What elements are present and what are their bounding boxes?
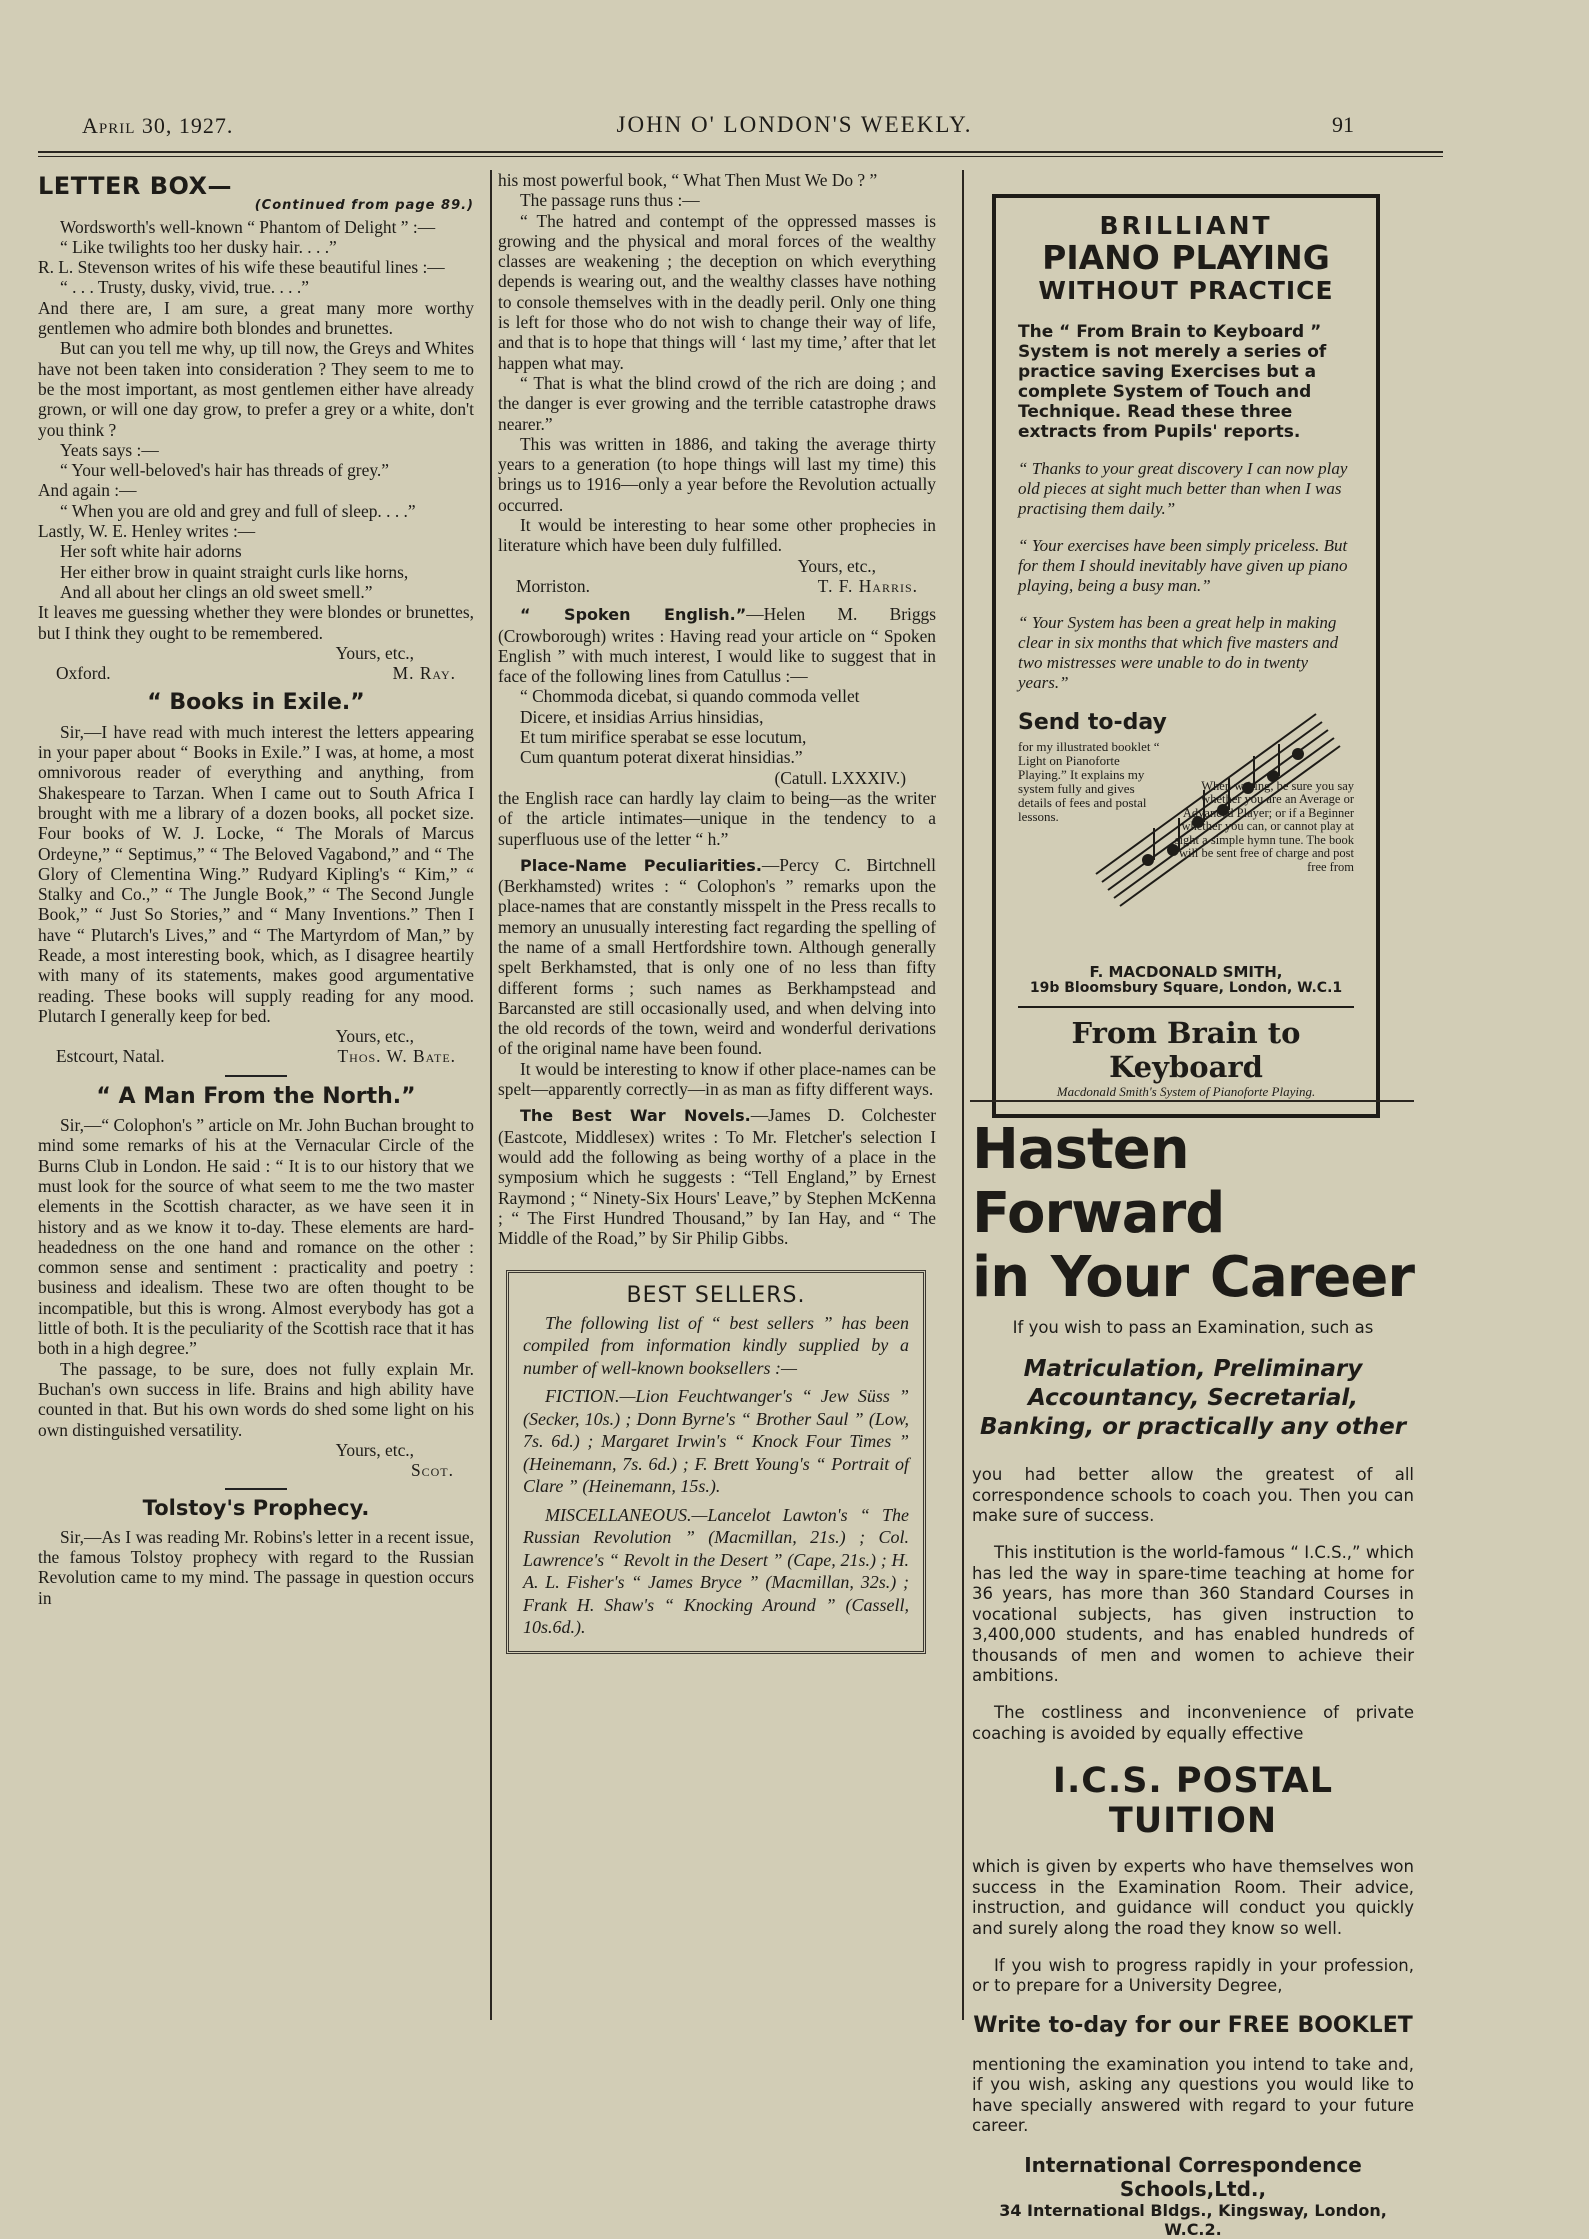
ad-heading-piano: PIANO PLAYING [1042,238,1330,277]
paragraph: “ That is what the blind crowd of the rich are doing ; and the danger is ever growing and the terrible catastrophe draws nearer.” [498,372,936,434]
ics-headline-2: in Your Career [972,1245,1414,1310]
tolstoy-heading: Tolstoy's Prophecy. [142,1496,370,1521]
paragraph: R. L. Stevenson writes of his wife these beautiful lines :— [38,257,445,278]
pupil-quote: “ Your System has been a great help in making clear in six months that which five masters and two mistresses were unable to do in twenty years.” [1018,612,1339,692]
ad-body: The “ From Brain to Keyboard ” System is not merely a series of practice saving Exercises but a complete System of Touch and Technique. Read these three extracts from Pupils' reports. [1018,321,1327,442]
paragraph: This was written in 1886, and taking the average thirty years to a generation (to hope things will last my time) this brings us to 1916—only a year before the Revolution actually occurred. [498,433,936,515]
ad-heading-brilliant: BRILLIANT [1099,211,1273,240]
verse-line: And all about her clings an old sweet smell.” [60,581,373,602]
war-novels-text: —James D. Colchester (Eastcote, Middlesex) writes : To Mr. Fletcher's selection I would add the following as being worthy of a place in the symposium which he suggests : “Tell England,” by Ernest Raymond ; “ Ninety-Six Hours' Leave,” by Stephen McKenna ; “ The First Hundred Thousand,” by Ian Hay, and “ The Middle of the Road,” by Sir Philip Gibbs. [498,1105,936,1249]
paragraph: It would be interesting to know if other place-names can be spelt—apparently correctly—in as man as fifty different ways. [498,1058,936,1100]
signature-place: Estcourt, Natal. [56,1046,165,1067]
quote: “ Your well-beloved's hair has threads of grey.” [60,460,389,481]
signature-line [38,663,474,683]
issue-date: April 30, 1927. [82,113,234,138]
paragraph: And there are, I am sure, a great many more worthy gentlemen who admire both blondes and brunettes. [38,297,474,339]
advertiser-address: 19b Bloomsbury Square, London, W.C.1 [1029,979,1343,996]
ics-address: 34 International Bldgs., Kingsway, London, W.C.2. [999,2201,1387,2239]
signature-place: Morriston. [516,575,590,596]
paragraph: his most powerful book, “ What Then Must We Do ? ” [498,170,878,190]
ics-advertisement [972,1118,1414,2239]
war-novels-heading: The Best War Novels. [520,1106,751,1126]
paragraph: Sir,—“ Colophon's ” article on Mr. John Buchan brought to mind some remarks of his at the Vernacular Circle of the Burns Club in London. He said : “ It is to our history that we must look for the source of what seem to me the two master elements in the Scottish character, as we have seen it in history and as we know it to-day. These elements are hard-headedness on the one hand and romance on the other : common sense and sentiment : practicality and poetry : business and idealism. These two are often thought to be incompatible, but this is wrong. Almost everybody has got a little of both. It is the peculiarity of the Scottish race that it has both in a high degree.” [38,1115,474,1359]
best-sellers-box [506,1270,926,1654]
verse-line: “ Chommoda dicebat, si quando commoda vellet [520,686,860,707]
ad-heading-practice: WITHOUT PRACTICE [1038,275,1334,305]
paragraph: mentioning the examination you intend to take and, if you wish, asking any questions you would like to have specially answered with regard to your future career. [972,2054,1414,2135]
ics-intro: If you wish to pass an Examination, such as [1012,1318,1374,1337]
section-divider [225,1075,287,1077]
quote: “ Like twilights too her dusky hair. . . .” [60,236,337,257]
verse-line: Dicere, et insidias Arrius hinsidias, [520,706,764,727]
place-name-heading: Place-Name Peculiarities. [520,855,762,875]
signoff: Yours, etc., [335,642,414,663]
paragraph: the English race can hardly lay claim to being—as the writer of the article intimates—unique in the tendency to a superfluous use of the letter “ h.” [498,787,936,849]
spoken-english-heading: “ Spoken English.” [520,605,747,625]
best-sellers-intro: The following list of “ best sellers ” has been compiled from information kindly supplied by a number of well-known booksellers :— [523,1312,909,1378]
write-today-heading: Write to-day for our FREE BOOKLET [973,2013,1413,2038]
pupil-quote: “ Thanks to your great discovery I can now play old pieces at sight much better than when I was practising them daily.” [1018,458,1348,518]
signature-name: Scot. [410,1460,454,1481]
ics-examinations: Matriculation, Preliminary Accountancy, Secretarial, Banking, or practically any other [979,1356,1407,1440]
paragraph: Yeats says :— [60,439,159,460]
send-today-heading: Send to-day [1018,709,1167,735]
best-sellers-heading: BEST SELLERS. [626,1283,806,1309]
citation: (Catull. LXXXIV.) [774,767,906,788]
verse-line: Her either brow in quaint straight curls like horns, [60,561,409,582]
verse-line: Her soft white hair adorns [60,541,242,562]
verse-line: Et tum mirifice sperabat se esse locutum, [520,727,807,748]
column-2 [498,170,936,1654]
signature-place: Oxford. [56,663,111,684]
signature-line [38,1046,474,1066]
paragraph: This institution is the world-famous “ I.C.S.,” which has led the way in spare-time teaching at home for 36 years, has more than 360 Standard Courses in vocational subjects, has given instruction to 3,400,000 students, and has enabled hundreds of thousands of men and women to achieve their ambitions. [972,1543,1414,1685]
column-rule-1 [490,170,492,2020]
paragraph: The passage, to be sure, does not fully explain Mr. Buchan's own success in life. Brains and high ability have counted in that. But his own words do shed some light on his own distinguished versatility. [38,1358,474,1440]
paragraph: But can you tell me why, up till now, the Greys and Whites have not been taken into consideration ? They seem to me to be the most important, as most gentlemen either have already grown, or will one day grow, to prefer a grey or a white, don't you think ? [38,338,474,440]
pupil-quote: “ Your exercises have been simply priceless. But for them I should inevitably have given up piano playing, being a busy man.” [1018,535,1348,595]
piano-advertisement [992,194,1380,1118]
paragraph: Sir,—I have read with much interest the letters appearing in your paper about “ Books in Exile.” I was, at home, a most omnivorous reader of everything and anything, from Shakespeare to Tarzan. When I came out to South Africa I brought with me a library of a dozen books, all pocket size. Four books of W. J. Locke, “ The Morals of Marcus Ordeyne,” “ Septimus,” “ The Beloved Vagabond,” and “ The Glory of Clementina Wing.” Rudyard Kipling's “ Kim,” “ Stalky and Co.,” “ The Jungle Book,” “ The Second Jungle Book,” “ Just So Stories,” and “ Many Inventions.” Then I have “ Plutarch's Lives,” and “ The Martyrdom of Man,” by Reade, a most interesting book, which, as I disagree heartily with many of its statements, makes good argumentative reading. These books will supply reading for any mood. Plutarch I generally keep for bed. [38,721,474,1026]
verse-line: Cum quantum poterat dixerat hinsidias.” [520,747,803,768]
ad-rule [1018,1006,1354,1008]
publication-title: JOHN O' LONDON'S WEEKLY. [616,112,973,137]
column-1 [38,172,474,1608]
header-rule [38,151,1443,153]
signature-name: T. F. Harris. [817,575,918,596]
section-divider [225,1488,287,1490]
when-writing-text: When writing, be sure you say whether you are an Average or Advanced Player; or if a Beginner whether you can, or cannot play at sight a simple hymn tune. The book will be sent free of charge and post free from [1174,778,1354,874]
paragraph: It leaves me guessing whether they were blondes or brunettes, but I think they ought to be remembered. [38,602,474,643]
place-name-item [498,855,936,1059]
ics-headline-1: Hasten Forward [972,1117,1225,1246]
spoken-english-text: —Helen M. Briggs (Crowborough) writes : Having read your article on “ Spoken English ” with much interest, I would like to suggest that in face of the following lines from Catullus :— [498,604,936,687]
signature-line [498,576,936,596]
letter-box-heading: LETTER BOX— [38,172,233,200]
place-name-text: —Percy C. Birtchnell (Berkhamsted) writes : “ Colophon's ” remarks upon the place-names that are constantly misspelt in the Press recalls to memory an unusually interesting fact regarding the spelling of the name of a small Hertfordshire town. Although generally spelt Berkhamsted, that is only one of no less than fifty different forms ; such names as Berkhampstead and Barcansted are still occasionally used, and when delving into the old records of the town, weird and wonderful derivations of the original name have been found. [498,854,936,1059]
brand-tagline: Macdonald Smith's System of Pianoforte Playing. [1056,1084,1316,1100]
paragraph: which is given by experts who have themselves won success in the Examination Room. Their advice, instruction, and guidance will conduct you quickly and surely along the road they know so well. [972,1857,1414,1938]
signature-name: Thos. W. Bate. [337,1046,456,1067]
paragraph: It would be interesting to hear some other prophecies in literature which have been duly fulfilled. [498,515,936,556]
quote: “ . . . Trusty, dusky, vivid, true. . . .” [60,277,309,298]
paragraph: Lastly, W. E. Henley writes :— [38,521,256,542]
brand-logo: From Brain to Keyboard [1071,1016,1301,1085]
send-today-text: for my illustrated booklet “ Light on Pianoforte Playing.” It explains my system fully and gives details of fees and postal lessons. [1018,738,1160,824]
war-novels-item [498,1105,936,1248]
signoff: Yours, etc., [335,1439,414,1460]
ics-postal-tuition: I.C.S. POSTAL TUITION [1052,1760,1334,1841]
signoff: Yours, etc., [335,1026,414,1047]
signoff: Yours, etc., [797,555,876,576]
quote: “ When you are old and grey and full of sleep. . . .” [60,500,416,521]
man-from-north-heading: “ A Man From the North.” [96,1083,416,1109]
column-rule-2 [962,170,964,2020]
best-sellers-miscellaneous: MISCELLANEOUS.—Lancelot Lawton's “ The Russian Revolution ” (Macmillan, 21s.) ; Col. Lawrence's “ Revolt in the Desert ” (Cape, 21s.) ; H. A. L. Fisher's “ James Bryce ” (Macmillan, 32s.) ; Frank H. Shaw's “ Knocking Around ” (Cassell, 10s.6d.). [523,1504,909,1638]
paragraph: you had better allow the greatest of all correspondence schools to coach you. Then you can make sure of success. [972,1465,1414,1525]
paragraph: If you wish to progress rapidly in your profession, or to prepare for a University Degree, [972,1955,1414,1995]
header-rule-thin [38,156,1443,157]
ad-separator [970,1100,1414,1102]
paragraph: And again :— [38,480,137,501]
paragraph: Sir,—As I was reading Mr. Robins's letter in a recent issue, the famous Tolstoy prophecy with regard to the Russian Revolution came to my mind. The passage in question occurs in [38,1526,474,1608]
paragraph: The costliness and inconvenience of private coaching is avoided by equally effective [972,1703,1414,1743]
books-in-exile-heading: “ Books in Exile.” [147,690,365,716]
continued-note: (Continued from page 89.) [254,198,474,214]
page-number: 91 [1332,112,1354,137]
advertiser-name: F. MACDONALD SMITH, [1089,962,1283,981]
best-sellers-fiction: FICTION.—Lion Feuchtwanger's “ Jew Süss ” (Secker, 10s.) ; Donn Byrne's “ Brother Saul ” (Low, 7s. 6d.) ; Margaret Irwin's “ Knock Four Times ” (Heinemann, 7s. 6d.) ; F. Brett Young's “ Portrait of Clare ” (Heinemann, 15s.). [523,1386,909,1497]
ics-organisation: International Correspondence Schools,Ltd., [1024,2153,1362,2201]
paragraph: “ The hatred and contempt of the oppressed masses is growing and the physical and moral forces of the wealthy classes are weakening ; the deception on which everything depends is wearing out, and the wealthy classes have nothing to console themselves with in the deadly peril. Only one thing is left for those who do not wish to change their way of life, and that is to hope that things will ‘ last my time,’ after that let happen what may. [498,210,936,373]
send-today-panel [1018,710,1354,960]
paragraph: Wordsworth's well-known “ Phantom of Delight ” :— [60,216,436,237]
paragraph: The passage runs thus :— [520,190,700,211]
spoken-english-item [498,604,936,686]
signature-name: M. Ray. [392,663,456,684]
